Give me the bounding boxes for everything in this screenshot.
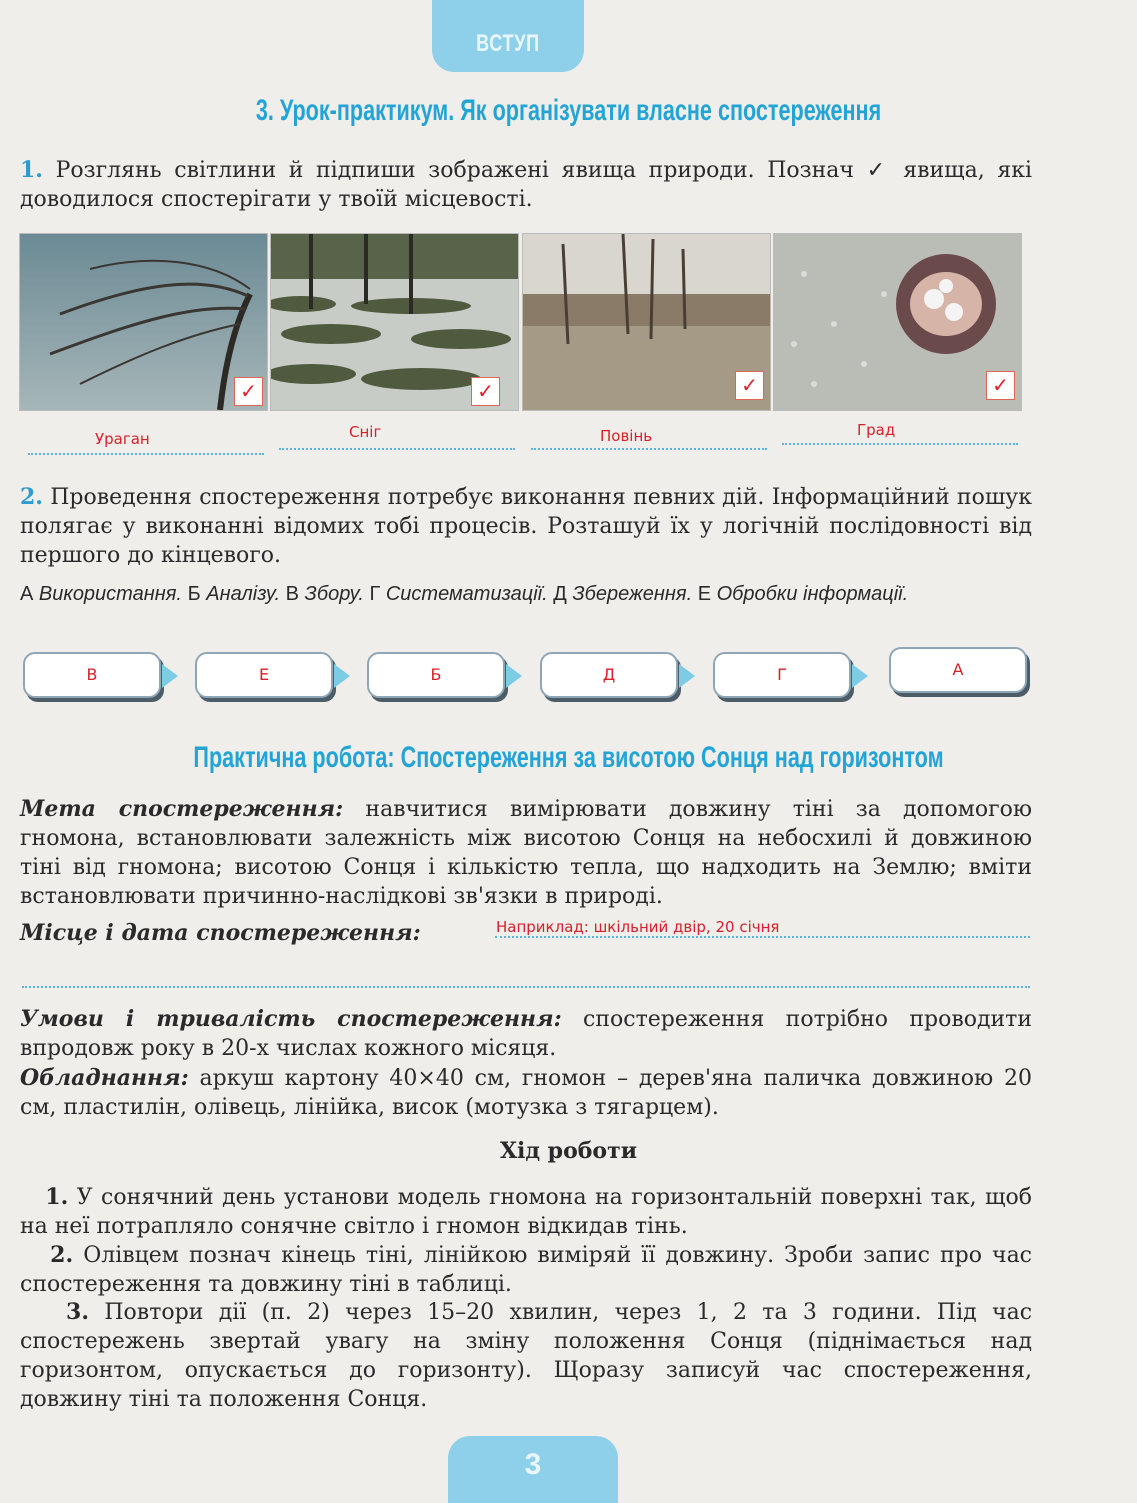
place-answer[interactable]: Наприклад: шкільний двір, 20 січня — [496, 918, 780, 936]
option-letter: Г — [369, 583, 381, 605]
answer-hurricane[interactable]: Ураган — [95, 430, 150, 448]
task-2 — [20, 483, 1032, 570]
answer-line — [28, 453, 264, 455]
arrow-icon — [162, 664, 178, 688]
section-tab — [432, 0, 584, 72]
snow-photo — [270, 233, 519, 411]
task-1-number: 1. — [20, 157, 43, 183]
answer-hail[interactable]: Град — [857, 421, 896, 439]
check-icon: ✓ — [234, 377, 263, 406]
answer-line — [279, 448, 515, 450]
answer-line — [782, 443, 1018, 445]
step-number: 2. — [50, 1242, 74, 1268]
page-number-tab — [448, 1436, 618, 1503]
task-1 — [20, 156, 1032, 214]
step-text: Олівцем познач кінець тіні, лінійкою виміряй її довжину. Зроби запис про час спостереження та довжину тіні в таблиці. — [20, 1243, 1033, 1297]
check-icon: ✓ — [735, 371, 764, 400]
page-number: 3 — [524, 1448, 542, 1481]
option-text: Використання. — [38, 583, 182, 605]
lesson-title: 3. Урок-практикум. Як організувати власне спостереження — [255, 94, 882, 127]
answer-snow[interactable]: Сніг — [349, 423, 382, 441]
option-text: Обробки інформації. — [716, 583, 909, 605]
arrow-icon — [679, 664, 695, 688]
check-icon: ✓ — [986, 371, 1015, 400]
procedure-step-1 — [20, 1183, 1032, 1241]
section-tab-label: ВСТУП — [476, 30, 540, 57]
answer-line — [495, 936, 1030, 938]
equipment-label: Обладнання: — [20, 1065, 189, 1091]
option-letter: Б — [187, 583, 201, 605]
option-letter: А — [20, 583, 34, 605]
sequence-step-3[interactable]: Б — [367, 652, 505, 698]
option-letter: В — [285, 583, 299, 605]
hail-photo — [773, 233, 1022, 411]
hurricane-photo — [19, 233, 268, 411]
option-text: Збереження. — [572, 583, 693, 605]
step-text: Повтори дії (п. 2) через 15–20 хвилин, через 1, 2 та 3 години. Під час спостережень звертай увагу на зміну положення Сонця (піднімається над горизонтом, опускається до горизонту). Щоразу записуй час спостереження, довжину тіні та положення Сонця. — [20, 1300, 1033, 1412]
procedure-step-3 — [20, 1298, 1032, 1414]
procedure-title: Хід роботи — [499, 1138, 638, 1164]
option-text: Систематизації. — [385, 583, 548, 605]
procedure-step-2 — [20, 1241, 1032, 1299]
sequence-step-5[interactable]: Г — [713, 652, 851, 698]
arrow-icon — [852, 664, 868, 688]
sequence-step-6[interactable]: А — [889, 647, 1027, 693]
process-options — [20, 581, 1030, 608]
sequence-step-2[interactable]: Е — [195, 652, 333, 698]
option-letter: Е — [697, 583, 712, 605]
option-letter: Д — [553, 583, 567, 605]
answer-flood[interactable]: Повінь — [600, 427, 653, 445]
arrow-icon — [334, 664, 350, 688]
conditions-label: Умови і тривалість спостереження: — [20, 1006, 562, 1032]
task-2-text: Проведення спостереження потребує виконання певних дій. Інформаційний пошук полягає у виконанні відомих тобі процесів. Розташуй їх у логічній послідовності від першого до кінцевого. — [20, 485, 1032, 568]
goal-label: Мета спостереження: — [20, 796, 344, 822]
sequence-step-4[interactable]: Д — [540, 652, 678, 698]
practical-equipment — [20, 1064, 1032, 1122]
task-1-text: Розглянь світлини й підпиши зображені явища природи. Познач ✓ явища, які доводилося спостерігати у твоїй місцевості. — [20, 158, 1032, 212]
step-text: У сонячний день установи модель гномона на горизонтальній поверхні так, щоб на неї потрапляло сонячне світло і гномон відкидав тінь. — [20, 1185, 1032, 1239]
check-icon: ✓ — [471, 377, 500, 406]
answer-line — [531, 448, 767, 450]
option-text: Аналізу. — [206, 583, 281, 605]
conditions-text: спостереження потрібно проводити впродовж року в 20-х числах кожного місяця. — [20, 1007, 1032, 1061]
place-label: Місце і дата спостереження: — [20, 920, 421, 946]
sequence-step-1[interactable]: В — [23, 652, 161, 698]
step-number: 3. — [66, 1299, 90, 1325]
practical-goal — [20, 795, 1032, 911]
goal-text: навчитися вимірювати довжину тіні за допомогою гномона, встановлювати залежність між висотою Сонця на небосхилі й довжиною тіні від гномона; висотою Сонця і кількістю тепла, що надходить на Землю; вміти встановлювати причинно-наслідкові зв'язки в природі. — [20, 797, 1032, 909]
flood-photo — [522, 233, 771, 411]
option-text: Збору. — [304, 583, 364, 605]
task-2-number: 2. — [20, 484, 43, 510]
equipment-text: аркуш картону 40×40 см, гномон – дерев'яна паличка довжиною 20 см, пластилін, олівець, лінійка, висок (мотузка з тягарцем). — [20, 1066, 1032, 1120]
practical-conditions — [20, 1005, 1032, 1063]
practical-title: Практична робота: Спостереження за висотою Сонця над горизонтом — [193, 741, 944, 774]
arrow-icon — [506, 664, 522, 688]
step-number: 1. — [45, 1184, 69, 1210]
answer-line — [22, 986, 1030, 988]
